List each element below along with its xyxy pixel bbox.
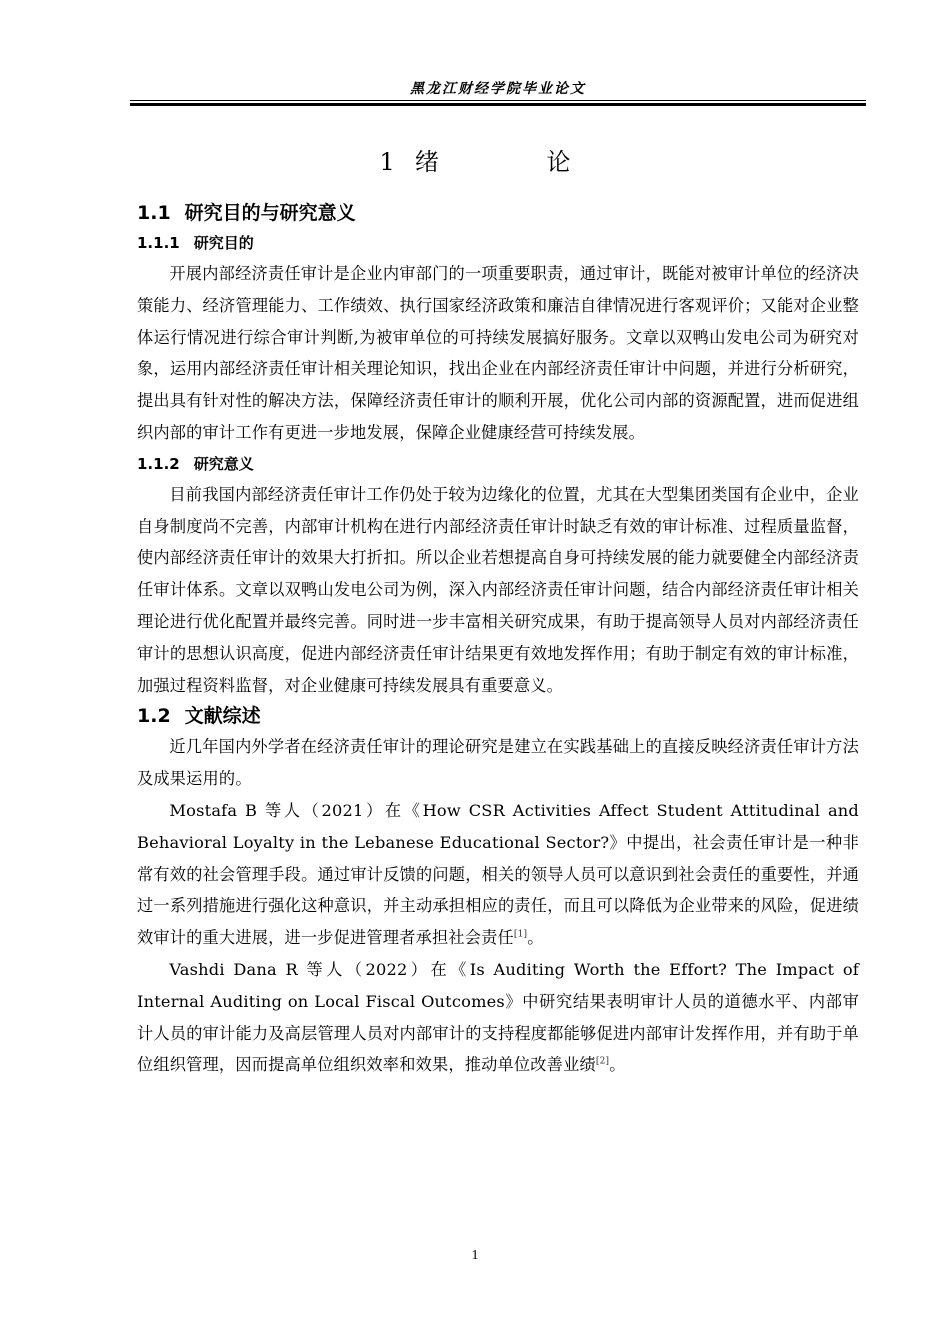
paragraph-significance: 目前我国内部经济责任审计工作仍处于较为边缘化的位置，尤其在大型集团类国有企业中，企业自身制度尚不完善，内部审计机构在进行内部经济责任审计时缺乏有效的审计标准、过程质量监督，使内部经济责任审计的效果大打折扣。所以企业若想提高自身可持续发展的能力就要健全内部经济责任审计体系。文章以双鸭山发电公司为例，深入内部经济责任审计问题，结合内部经济责任审计相关理论进行优化配置并最终完善。同时进一步丰富相关研究成果，有助于提高领导人员对内部经济责任审计的思想认识高度，促进内部经济责任审计结果更有效地发挥作用；有助于制定有效的审计标准，加强过程资料监督，对企业健康可持续发展具有重要意义。 bbox=[137, 484, 859, 695]
chapter-title bbox=[0, 142, 950, 177]
citation-ref: [2] bbox=[595, 1056, 610, 1067]
paragraph-text: Mostafa B 等人（2021）在《How CSR Activities Affect Student Attitudinal and Behavioral Loyalty in the Lebanese Educational Sector?》中提出，社会责任审计是一种非常有效的社会管理手段。通过审计反馈的问题，相关的领导人员可以意识到社会责任的重要性，并通过一系列措施进行强化这种意识，并主动承担相应的责任，而且可以降低为企业带来的风险，促进绩效审计的重大进展，进一步促进管理者承担社会责任 bbox=[137, 800, 859, 948]
section-heading-1-1-2 bbox=[137, 449, 859, 479]
section-title: 研究目的与研究意义 bbox=[184, 202, 356, 224]
header-rule bbox=[130, 100, 866, 106]
section-number: 1.2 bbox=[137, 705, 171, 728]
paragraph-review-vashdi bbox=[137, 954, 859, 1081]
paragraph-end: 。 bbox=[609, 1055, 626, 1075]
page-number: 1 bbox=[471, 1248, 479, 1263]
main-content bbox=[137, 198, 859, 1081]
paragraph-purpose: 开展内部经济责任审计是企业内审部门的一项重要职责，通过审计，既能对被审计单位的经济决策能力、经济管理能力、工作绩效、执行国家经济政策和廉洁自律情况进行客观评价；又能对企业整体运行情况进行综合审计判断,为被审单位的可持续发展搞好服务。文章以双鸭山发电公司为研究对象，运用内部经济责任审计相关理论知识，找出企业在内部经济责任审计中问题，并进行分析研究，提出具有针对性的解决方法，保障经济责任审计的顺利开展，优化公司内部的资源配置，进而促进组织内部的审计工作有更进一步地发展，保障企业健康经营可持续发展。 bbox=[137, 264, 859, 442]
section-title: 研究目的 bbox=[193, 234, 254, 252]
section-title: 文献综述 bbox=[184, 705, 261, 728]
running-header: 黑龙江财经学院毕业论文 bbox=[410, 81, 586, 97]
chapter-title-text: 绪 论 bbox=[414, 148, 621, 176]
section-title: 研究意义 bbox=[193, 454, 254, 473]
paragraph-end: 。 bbox=[527, 928, 544, 948]
section-number: 1.1.2 bbox=[137, 454, 180, 473]
section-heading-1-2 bbox=[137, 701, 859, 731]
paragraph-review-intro: 近几年国内外学者在经济责任审计的理论研究是建立在实践基础上的直接反映经济责任审计方法及成果运用的。 bbox=[137, 737, 859, 789]
section-number: 1.1.1 bbox=[137, 234, 180, 252]
citation-ref: [1] bbox=[513, 929, 528, 940]
section-number: 1.1 bbox=[137, 202, 171, 224]
chapter-number: 1 bbox=[379, 148, 395, 176]
section-heading-1-1 bbox=[137, 198, 859, 228]
section-heading-1-1-1 bbox=[137, 228, 859, 258]
paragraph-text: Vashdi Dana R 等人（2022）在《Is Auditing Worth the Effort? The Impact of Internal Auditing on Local Fiscal Outcomes》中研究结果表明审计人员的道德水平、内部审计人员的审计能力及高层管理人员对内部审计的支持程度都能够促进内部审计发挥作用，并有助于单位组织管理，因而提高单位组织效率和效果，推动单位改善业绩 bbox=[137, 959, 859, 1075]
paragraph-review-mostafa bbox=[137, 795, 859, 954]
